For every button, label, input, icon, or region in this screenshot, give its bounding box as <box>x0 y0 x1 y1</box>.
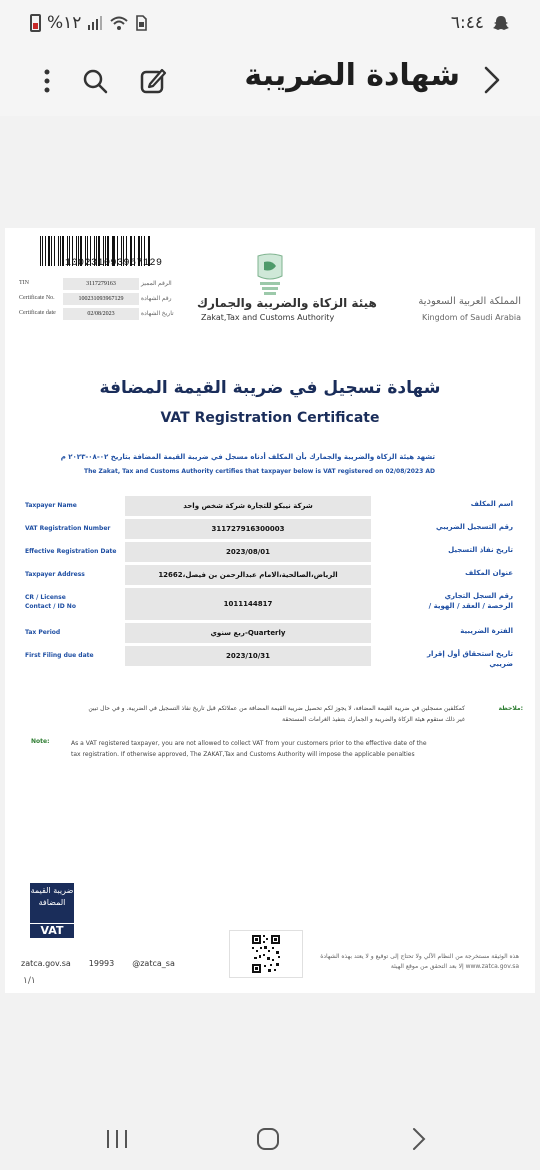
more-options-button[interactable] <box>30 64 64 98</box>
footer-phone: 19993 <box>88 959 115 968</box>
field-value: شركة نيبكو للتجارة شركة شخص واحد <box>125 496 371 516</box>
barcode-bar <box>58 236 59 266</box>
field-value: الرياض،الصالحية،الامام عبدالرحمن بن فيصل،12662 <box>125 565 371 585</box>
qr-code <box>229 930 303 978</box>
snapchat-icon <box>492 14 510 32</box>
recent-apps-button[interactable] <box>102 1124 132 1154</box>
field-cr-license <box>5 588 535 620</box>
battery-icon <box>30 14 41 32</box>
meta-certificate-no <box>19 293 172 305</box>
battery-level: %١٢ <box>47 13 82 33</box>
field-label-ar: الفترة الضريبية <box>460 627 513 635</box>
meta-label: Certificate No. <box>19 295 55 301</box>
certification-statement-ar: تشهد هيئة الزكاة والضريبة والجمارك بأن المكلف أدناه مسجل في ضريبة القيمة المضافة بتاريخ ٠٢-٠٨-٢٠٢٣ م <box>60 453 435 461</box>
meta-label-ar: رقم الشهادة <box>141 296 172 302</box>
meta-label: TIN <box>19 280 29 286</box>
vat-logo <box>30 883 74 939</box>
barcode-bar <box>48 236 50 266</box>
field-label-en: Taxpayer Address <box>25 571 85 578</box>
qr-code-icon <box>230 931 302 977</box>
sim-card-icon <box>135 15 147 31</box>
meta-value: 100231093967129 <box>63 293 139 305</box>
field-label-ar: تاريخ استحقاق أول إقرار ضريبي <box>427 650 513 668</box>
status-right <box>451 13 510 33</box>
field-vat-number <box>5 519 535 539</box>
page-title: شهادة الضريبة <box>244 58 460 93</box>
recent-apps-icon <box>102 1124 132 1154</box>
note-text-ar: كمكلفين مسجلين في ضريبة القيمة المضافة، لا يجوز لكم تحصيل ضريبة القيمة المضافة من عملائكم قبل تاريخ نفاذ التسجيل في الضريبة. و في حال تبين غير ذلك ستقوم هيئة الزكاة والضريبة و الجمارك بتنفيذ الغرامات المستحقة <box>88 705 465 724</box>
page-number: ١/١ <box>23 976 36 986</box>
meta-value: 02/08/2023 <box>63 308 139 320</box>
footer-contact <box>21 959 175 968</box>
field-effective-date <box>5 542 535 562</box>
chevron-right-icon <box>404 1124 434 1154</box>
barcode-bar <box>51 236 52 266</box>
barcode-bar <box>45 236 46 266</box>
meta-label-ar: تاريخ الشهادة <box>141 311 174 317</box>
status-bar <box>0 0 540 48</box>
wifi-icon <box>109 15 129 31</box>
status-time: ٦:٤٤ <box>450 13 484 33</box>
search-icon <box>78 64 112 98</box>
field-value: 2023/08/01 <box>125 542 371 562</box>
field-value: ربع سنوي-Quarterly <box>125 623 371 643</box>
barcode-bar <box>42 236 43 266</box>
authority-name-ar: هيئة الزكاة والضريبة والجمارك <box>197 296 377 310</box>
field-label-en: VAT Registration Number <box>25 525 111 532</box>
kingdom-name-ar: المملكة العربية السعودية <box>418 296 521 307</box>
field-label-en: Effective Registration Date <box>25 548 117 555</box>
field-label-en: CR / License Contact / ID No <box>25 594 76 610</box>
more-vertical-icon <box>30 64 64 98</box>
field-taxpayer-name <box>5 496 535 516</box>
certificate-title-ar: شهادة تسجيل في ضريبة القيمة المضافة <box>99 378 441 398</box>
field-label-ar: رقم التسجيل الضريبي <box>436 523 513 531</box>
field-first-filing-date <box>5 646 535 666</box>
field-taxpayer-address <box>5 565 535 585</box>
field-label-en: Taxpayer Name <box>25 502 77 509</box>
vat-logo-ar: ضريبة القيمة المضافة <box>30 883 74 923</box>
note-label-en: Note: <box>31 738 50 745</box>
field-value: 1011144817 <box>125 588 371 620</box>
disclaimer-text: هذه الوثيقة مستخرجة من النظام الآلي ولا تحتاج إلى توقيع و لا يعتد بهذه الشهادة إلا بعد التحقق من موقع الهيئة www.zatca.gov.sa <box>320 953 519 970</box>
field-label-ar: رقم السجل التجاري / الرخصة / العقد / الهوية <box>428 592 513 610</box>
field-label-ar: اسم المكلف <box>470 500 513 508</box>
meta-label: Certificate date <box>19 310 56 316</box>
app-bar <box>0 48 540 116</box>
meta-value: 3117279163 <box>63 278 139 290</box>
home-button[interactable] <box>253 1124 283 1154</box>
barcode-bar <box>40 236 41 266</box>
footer-handle: @zatca_sa <box>132 959 175 968</box>
field-label-en: First Filing due date <box>25 652 94 659</box>
certificate-document <box>5 228 535 993</box>
status-icons <box>30 13 147 33</box>
meta-label-ar: الرقم المميز <box>141 281 172 287</box>
kingdom-name-en: Kingdom of Saudi Arabia <box>422 313 521 322</box>
chevron-right-icon <box>478 62 506 98</box>
navigation-bar <box>0 1110 540 1170</box>
field-label-en: Tax Period <box>25 629 61 636</box>
field-label-ar: تاريخ نفاذ التسجيل <box>448 546 513 554</box>
search-button[interactable] <box>78 64 112 98</box>
zatca-logo-icon <box>250 252 290 298</box>
note-label-ar: ملاحظة: <box>498 705 523 712</box>
field-tax-period <box>5 623 535 643</box>
footer-website: zatca.gov.sa <box>21 959 71 968</box>
edit-icon <box>136 64 170 98</box>
field-value: 311727916300003 <box>125 519 371 539</box>
back-button[interactable] <box>478 62 506 98</box>
note-text-en: As a VAT registered taxpayer, you are not allowed to collect VAT from your customers prior to the effective date of the tax registration. If otherwise approved, The ZAKAT,Tax and Customs Authority will impose the applicable penalties <box>71 740 427 759</box>
barcode-bar <box>54 236 55 266</box>
meta-tin <box>19 278 172 290</box>
home-icon <box>253 1124 283 1154</box>
barcode-number: 100231093967129 <box>65 258 163 269</box>
signal-icon <box>87 15 103 31</box>
edit-button[interactable] <box>136 64 170 98</box>
certificate-title-en: VAT Registration Certificate <box>160 410 380 426</box>
barcode-bar <box>60 236 61 266</box>
field-label-ar: عنوان المكلف <box>465 569 513 577</box>
meta-certificate-date <box>19 308 174 320</box>
vat-logo-en: VAT <box>30 924 74 938</box>
certification-statement-en: The Zakat, Tax and Customs Authority certifies that taxpayer below is VAT registered on 02/08/2023 AD <box>83 468 435 475</box>
field-value: 2023/10/31 <box>125 646 371 666</box>
authority-name-en: Zakat,Tax and Customs Authority <box>201 313 335 322</box>
barcode-bar <box>62 236 63 266</box>
nav-back-button[interactable] <box>404 1124 434 1154</box>
